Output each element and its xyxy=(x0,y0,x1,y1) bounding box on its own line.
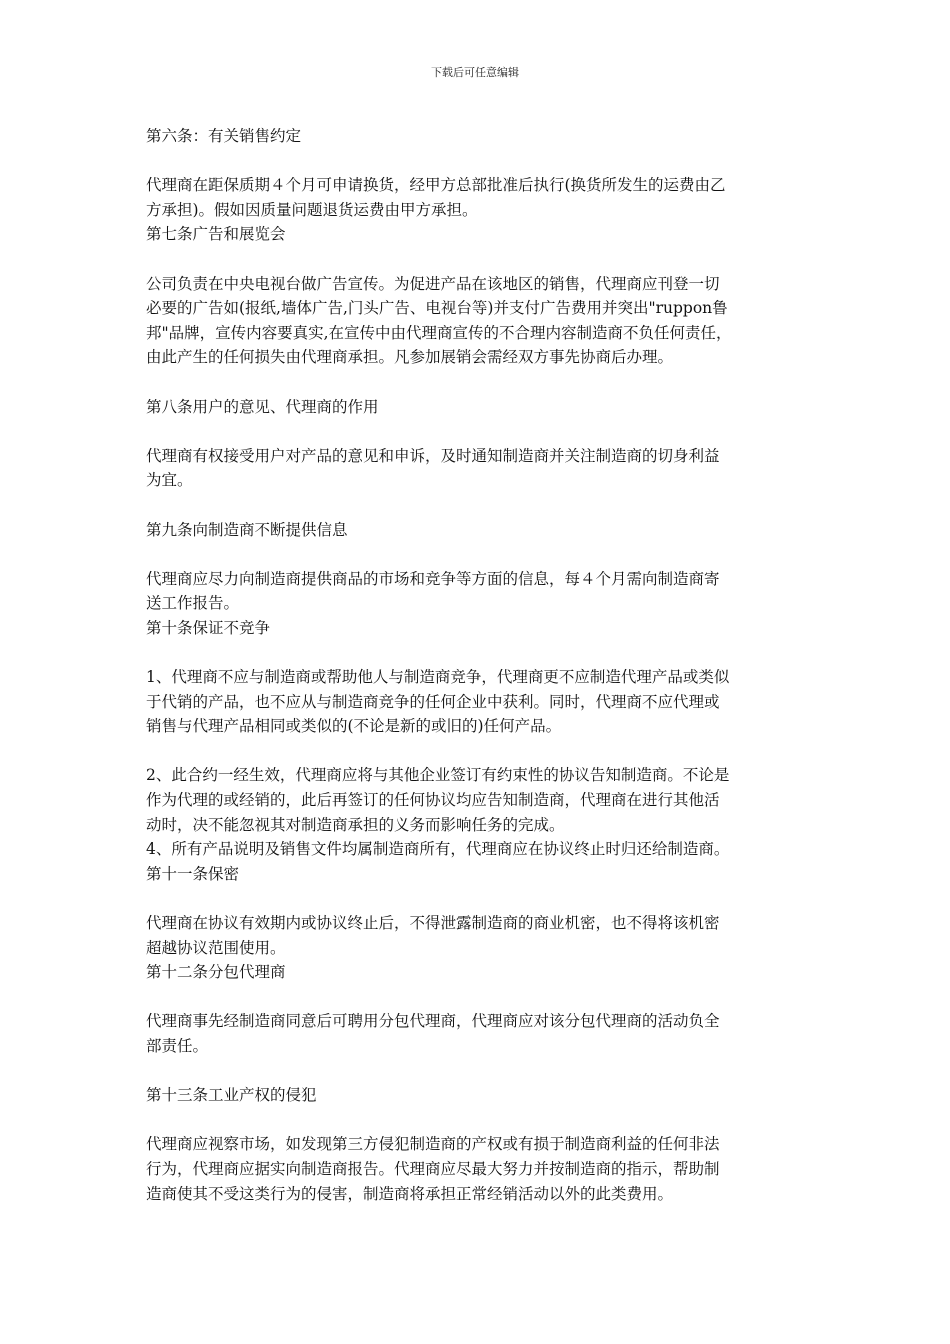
blank-line xyxy=(146,370,806,395)
paragraph-line: 公司负责在中央电视台做广告宣传。为促进产品在该地区的销售，代理商应刊登一切 xyxy=(146,274,720,293)
article-section xyxy=(146,862,806,960)
paragraph-line: 于代销的产品，也不应从与制造商竞争的任何企业中获利。同时，代理商不应代理或 xyxy=(146,692,720,711)
paragraph xyxy=(146,1132,806,1206)
paragraph-line: 代理商在协议有效期内或协议终止后，不得泄露制造商的商业机密，也不得将该机密 xyxy=(146,914,720,932)
paragraph-line: 超越协议范围使用。 xyxy=(146,938,286,957)
paragraph xyxy=(146,173,806,222)
article-heading: 第七条广告和展览会 xyxy=(146,225,286,244)
paragraph-line: 代理商有权接受用户对产品的意见和申诉，及时通知制造商并关注制造商的切身利益 xyxy=(146,446,720,465)
blank-line xyxy=(146,886,806,911)
paragraph-line: 造商使其不受这类行为的侵害，制造商将承担正常经销活动以外的此类费用。 xyxy=(146,1184,674,1203)
paragraph-line: 代理商在距保质期４个月可申请换货，经甲方总部批准后执行(换货所发生的运费由乙 xyxy=(146,176,726,195)
article-section xyxy=(146,518,806,616)
paragraph-line: 作为代理的或经销的，此后再签订的任何协议均应告知制造商，代理商在进行其他活 xyxy=(146,791,720,810)
document-body xyxy=(146,124,806,1206)
paragraph-line: 必要的广告如(报纸,墙体广告,门头广告、电视台等)并支付广告费用并突出"ruppon鲁 xyxy=(146,299,728,318)
paragraph-line: 邦"品牌，宣传内容要真实,在宣传中由代理商宣传的不合理内容制造商不负任何责任， xyxy=(146,323,732,342)
article-section xyxy=(146,222,806,394)
blank-line xyxy=(146,419,806,444)
article-section xyxy=(146,395,806,518)
paragraph-line: 1、代理商不应与制造商或帮助他人与制造商竞争，代理商更不应制造代理产品或类似 xyxy=(146,668,730,687)
blank-line xyxy=(146,985,806,1010)
paragraph-line: 代理商应尽力向制造商提供商品的市场和竞争等方面的信息，每４个月需向制造商寄 xyxy=(146,569,720,588)
paragraph xyxy=(146,665,806,739)
article-heading: 第八条用户的意见、代理商的作用 xyxy=(146,397,379,416)
paragraph xyxy=(146,1009,806,1058)
blank-line xyxy=(146,739,806,764)
page-header-note: 下载后可任意编辑 xyxy=(431,66,519,79)
article-heading: 第十三条工业产权的侵犯 xyxy=(146,1086,317,1105)
paragraph-line: 由此产生的任何损失由代理商承担。凡参加展销会需经双方事先协商后办理。 xyxy=(146,348,674,367)
article-section xyxy=(146,1083,806,1206)
paragraph-line: 方承担)。假如因质量问题退货运费由甲方承担。 xyxy=(146,200,478,219)
paragraph-line: 送工作报告。 xyxy=(146,594,240,613)
paragraph xyxy=(146,272,806,370)
paragraph-line: 4、所有产品说明及销售文件均属制造商所有，代理商应在协议终止时归还给制造商。 xyxy=(146,840,730,859)
article-section xyxy=(146,960,806,1083)
blank-line xyxy=(146,149,806,174)
paragraph-line: 部责任。 xyxy=(146,1036,209,1055)
article-heading: 第十条保证不竞争 xyxy=(146,618,271,637)
paragraph-line: 销售与代理产品相同或类似的(不论是新的或旧的)任何产品。 xyxy=(146,717,562,736)
blank-line xyxy=(146,493,806,518)
blank-line xyxy=(146,1059,806,1084)
paragraph xyxy=(146,444,806,493)
paragraph-line: 动时，决不能忽视其对制造商承担的义务而影响任务的完成。 xyxy=(146,815,565,834)
blank-line xyxy=(146,640,806,665)
article-heading: 第六条：有关销售约定 xyxy=(146,127,302,145)
article-heading: 第九条向制造商不断提供信息 xyxy=(146,520,348,539)
paragraph xyxy=(146,567,806,616)
paragraph-line: 行为，代理商应据实向制造商报告。代理商应尽最大努力并按制造商的指示，帮助制 xyxy=(146,1159,720,1178)
blank-line xyxy=(146,1108,806,1133)
paragraph-line: 为宜。 xyxy=(146,471,193,490)
blank-line xyxy=(146,542,806,567)
blank-line xyxy=(146,247,806,272)
article-heading: 第十一条保密 xyxy=(146,864,240,883)
article-section xyxy=(146,124,806,222)
article-heading: 第十二条分包代理商 xyxy=(146,963,286,982)
paragraph-line: 代理商应视察市场，如发现第三方侵犯制造商的产权或有损于制造商利益的任何非法 xyxy=(146,1135,720,1154)
article-section xyxy=(146,616,806,862)
paragraph-line: 2、此合约一经生效，代理商应将与其他企业签订有约束性的协议告知制造商。不论是 xyxy=(146,766,730,785)
paragraph-line: 代理商事先经制造商同意后可聘用分包代理商，代理商应对该分包代理商的活动负全 xyxy=(146,1012,720,1031)
paragraph xyxy=(146,763,806,861)
paragraph xyxy=(146,911,806,960)
